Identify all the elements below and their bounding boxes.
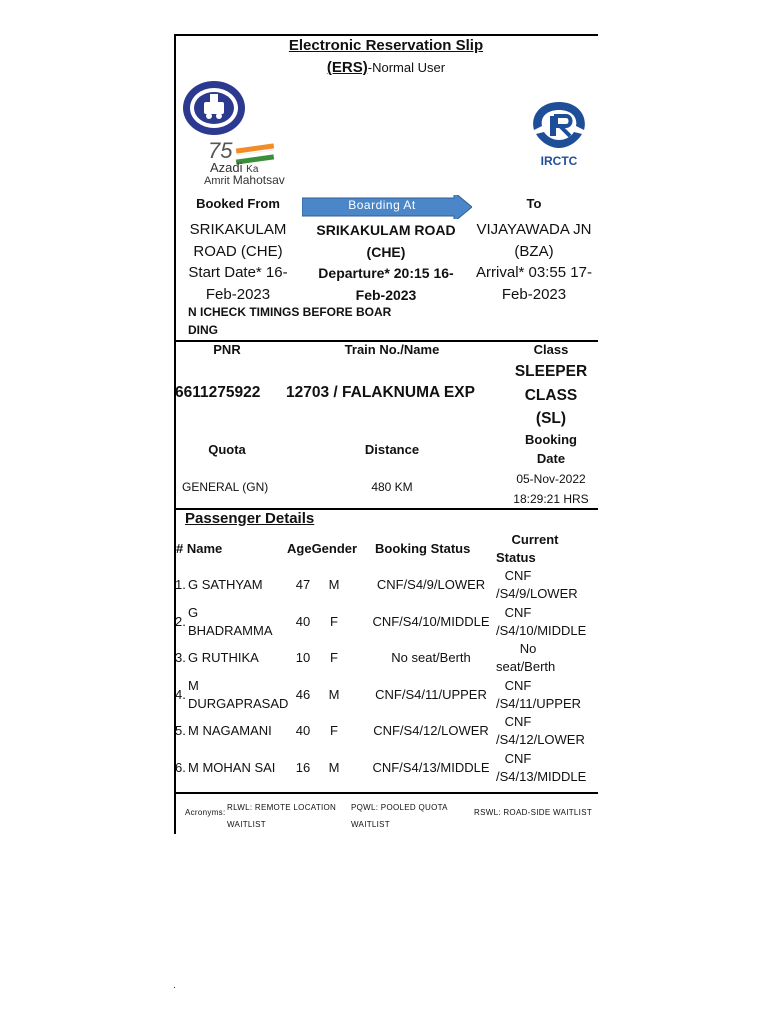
booking-date-line2: 18:29:21 HRS [513, 492, 589, 506]
passenger-current-line2: /S4/9/LOWER [496, 586, 578, 601]
quota-value: GENERAL (GN) [182, 480, 269, 494]
passenger-current-line1: No [519, 641, 537, 656]
acronyms-label: Acronyms: [185, 808, 226, 817]
to-station-line2: (BZA) [514, 243, 554, 260]
from-station-line1: SRIKAKULAM [189, 221, 287, 238]
header-name: Name [186, 541, 223, 556]
irctc-text: IRCTC [540, 154, 578, 168]
footer-dot: . [173, 980, 176, 991]
passenger-booking-status: CNF/S4/13/MIDDLE [372, 759, 490, 775]
left-border [174, 34, 176, 834]
departure-time [302, 262, 470, 306]
train-value: 12703 / FALAKNUMA EXP [286, 384, 475, 401]
passenger-current-line2: /S4/11/UPPER [496, 695, 582, 711]
passenger-age: 40 [295, 613, 311, 629]
passenger-name: M MOHAN SAI [188, 759, 276, 775]
irctc-logo-icon [526, 98, 592, 170]
boarding-station [302, 219, 470, 263]
amrit-mahotsav-text [204, 173, 285, 187]
class-value-line3: (SL) [535, 410, 567, 427]
acronym-rlwl [227, 799, 336, 833]
timing-notice-line1: N ICHECK TIMINGS BEFORE BOAR [188, 305, 392, 319]
quota-label: Quota [208, 442, 246, 457]
page-title: Electronic Reservation Slip [288, 37, 484, 54]
header-current-line2: Status [496, 550, 536, 565]
boarding-station-line2: (CHE) [366, 244, 406, 260]
header-gender: Gender [311, 541, 358, 556]
subtitle [176, 59, 596, 77]
class-value-line1: SLEEPER [514, 363, 588, 380]
passenger-current-line2: seat/Berth [496, 659, 556, 674]
booking-date-line1: 05-Nov-2022 [516, 472, 586, 486]
distance-label: Distance [364, 442, 420, 457]
booked-from-label: Booked From [196, 196, 280, 211]
passenger-gender: F [330, 650, 338, 665]
acronym-pqwl [351, 799, 448, 833]
passenger-name: G SATHYAM [188, 577, 263, 592]
header-booking-status: Booking Status [375, 541, 471, 556]
from-station [176, 219, 300, 263]
arrival-line2: Feb-2023 [501, 286, 567, 303]
distance-value: 480 KM [371, 480, 413, 494]
passenger-age: 10 [295, 650, 311, 665]
azadi-ka-amrit-mahotsav-logo [202, 138, 292, 188]
passenger-age: 40 [295, 723, 311, 738]
passenger-gender: M [328, 759, 340, 775]
user-type: -Normal User [367, 60, 446, 75]
passenger-gender: M [328, 686, 340, 702]
passenger-current-line1: CNF [504, 750, 532, 766]
boarding-at-label: Boarding At [348, 198, 416, 212]
acronym-rswl: RSWL: ROAD-SIDE WAITLIST [474, 808, 593, 817]
class-label: Class [533, 342, 569, 357]
mahotsav-word: Mahotsav [232, 173, 285, 187]
acronym-rlwl-line2: WAITLIST [227, 820, 266, 829]
timing-notice [188, 303, 448, 339]
header-age-gender [287, 541, 357, 556]
timing-notice-line2: DING [188, 323, 218, 337]
passenger-booking-status: CNF/S4/12/LOWER [373, 723, 489, 738]
pnr-value: 6611275922 [175, 384, 261, 401]
passenger-table-header [176, 541, 222, 556]
amrit-word: Amrit [204, 175, 230, 187]
arrival-line1: Arrival* 03:55 17- [476, 264, 592, 281]
passenger-current-status [496, 677, 598, 713]
passenger-age: 47 [295, 577, 311, 592]
passenger-current-line2: /S4/10/MIDDLE [496, 622, 587, 638]
passenger-current-status [496, 640, 598, 676]
passenger-num: 3. [175, 650, 186, 665]
boarding-at-arrow [302, 195, 472, 219]
passenger-num: 1. [175, 577, 186, 592]
booking-date-value [502, 469, 600, 509]
passenger-current-status [496, 604, 598, 640]
passenger-age: 16 [295, 759, 311, 775]
passenger-section-title: Passenger Details [185, 510, 315, 527]
passenger-name [188, 677, 288, 713]
top-border [174, 34, 598, 36]
azadi-number: 75 [208, 138, 233, 163]
acronym-pqwl-line1: PQWL: POOLED QUOTA [351, 803, 448, 812]
passenger-current-status [496, 567, 598, 603]
from-station-line2: ROAD (CHE) [193, 243, 283, 260]
passenger-current-status [496, 713, 598, 749]
booking-date-label-line1: Booking [525, 432, 577, 447]
azadi-word: Azadi [210, 160, 243, 175]
header-current-line1: Current [511, 532, 559, 547]
boarding-station-line1: SRIKAKULAM ROAD [316, 222, 456, 238]
to-station [470, 219, 598, 263]
passenger-booking-status: CNF/S4/11/UPPER [375, 686, 487, 702]
arrival-time [468, 262, 600, 306]
passenger-current-line1: CNF [504, 568, 532, 583]
passenger-gender: M [328, 577, 340, 592]
to-label: To [526, 196, 542, 211]
passenger-name-line2: BHADRAMMA [188, 622, 273, 638]
ers-label: (ERS) [326, 59, 368, 76]
passenger-current-line2: /S4/12/LOWER [496, 732, 585, 747]
start-date [176, 262, 300, 306]
passenger-gender: F [330, 723, 338, 738]
to-station-line1: VIJAYAWADA JN [476, 221, 592, 238]
passenger-current-line1: CNF [504, 604, 532, 620]
passenger-booking-status: CNF/S4/10/MIDDLE [372, 613, 490, 629]
indian-railways-logo-icon [182, 80, 246, 136]
divider-passengers [174, 792, 598, 794]
passenger-current-line2: /S4/13/MIDDLE [496, 768, 587, 784]
start-date-line1: Start Date* 16- [188, 264, 288, 281]
passenger-name: G RUTHIKA [188, 650, 259, 665]
header-age: Age [287, 541, 312, 556]
header-num: # [176, 541, 184, 556]
passenger-num: 6. [175, 759, 186, 775]
passenger-current-line1: CNF [504, 714, 532, 729]
pnr-label: PNR [213, 342, 241, 357]
passenger-age: 46 [295, 686, 311, 702]
passenger-num: 2. [175, 613, 186, 629]
departure-line1: Departure* 20:15 16- [318, 265, 454, 281]
passenger-name: M NAGAMANI [188, 723, 272, 738]
booking-date-label-line2: Date [536, 451, 566, 466]
class-value [506, 360, 596, 431]
passenger-gender: F [330, 613, 338, 629]
passenger-name [188, 604, 273, 640]
passenger-booking-status: No seat/Berth [391, 650, 471, 665]
passenger-name-line1: G [188, 604, 199, 620]
passenger-name-line2: DURGAPRASAD [188, 695, 289, 711]
passenger-num: 5. [175, 723, 186, 738]
acronym-rlwl-line1: RLWL: REMOTE LOCATION [227, 803, 337, 812]
passenger-current-line1: CNF [504, 677, 532, 693]
booking-date-label [506, 430, 596, 468]
departure-line2: Feb-2023 [355, 287, 417, 303]
class-value-line2: CLASS [524, 386, 578, 404]
acronym-pqwl-line2: WAITLIST [351, 820, 390, 829]
ka-word: Ka [246, 164, 259, 175]
passenger-current-status [496, 750, 598, 786]
start-date-line2: Feb-2023 [205, 286, 271, 303]
passenger-name-line1: M [188, 677, 199, 693]
passenger-num: 4. [175, 686, 186, 702]
train-label: Train No./Name [344, 342, 440, 357]
passenger-booking-status: CNF/S4/9/LOWER [376, 577, 486, 592]
header-current-status [494, 531, 576, 567]
